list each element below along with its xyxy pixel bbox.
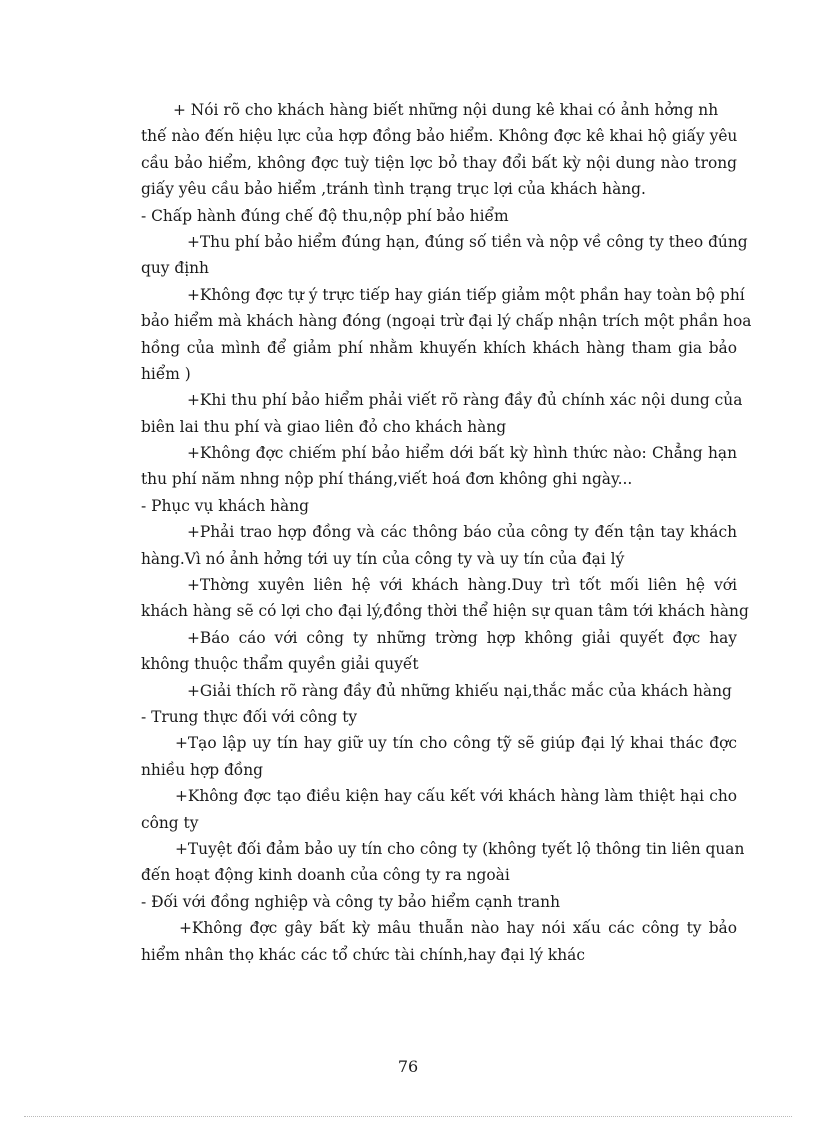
- text-line: +Giải thích rõ ràng đầy đủ những khiếu nại,thắc mắc của khách hàng: [187, 681, 732, 700]
- section-heading: - Phục vụ khách hàng: [141, 496, 309, 515]
- section-heading: - Trung thực đối với công ty: [141, 707, 358, 726]
- footer-divider: [24, 1116, 792, 1117]
- text-line: +Không đợc tạo điều kiện hay cấu kết với khách hàng làm thiệt hại cho: [175, 787, 737, 806]
- text-line: nhiều hợp đồng: [141, 760, 263, 779]
- text-line: công ty: [141, 813, 199, 832]
- text-line: quy định: [141, 259, 209, 278]
- text-line: hồng của mình để giảm phí nhằm khuyến khích khách hàng tham gia bảo: [141, 338, 737, 357]
- text-line: giấy yêu cầu bảo hiểm ,tránh tình trạng trục lợi của khách hàng.: [141, 180, 646, 199]
- text-line: cầu bảo hiểm, không đợc tuỳ tiện lợc bỏ thay đổi bất kỳ nội dung nào trong: [141, 153, 737, 172]
- text-line: hiểm ): [141, 364, 191, 383]
- section-heading: - Đối với đồng nghiệp và công ty bảo hiểm cạnh tranh: [141, 892, 561, 911]
- text-line: +Không đợc chiếm phí bảo hiểm dới bất kỳ hình thức nào: Chẳng hạn: [187, 444, 737, 463]
- text-line: +Tuyệt đối đảm bảo uy tín cho công ty (không tyết lộ thông tin liên quan: [175, 839, 745, 858]
- text-line: +Tạo lập uy tín hay giữ uy tín cho công tỹ sẽ giúp đại lý khai thác đợc: [175, 734, 737, 753]
- text-line: +Thu phí bảo hiểm đúng hạn, đúng số tiền và nộp về công ty theo đúng: [187, 232, 748, 251]
- text-line: thế nào đến hiệu lực của hợp đồng bảo hiểm. Không đợc kê khai hộ giấy yêu: [141, 127, 738, 146]
- text-line: biên lai thu phí và giao liên đỏ cho khách hàng: [141, 417, 507, 436]
- text-line: khách hàng sẽ có lợi cho đại lý,đồng thời thể hiện sự quan tâm tới khách hàng: [141, 602, 749, 621]
- document-body: [141, 97, 752, 968]
- page-number: 76: [397, 1057, 419, 1076]
- text-line: +Không đợc gây bất kỳ mâu thuẫn nào hay nói xấu các công ty bảo: [179, 919, 737, 938]
- text-line: thu phí năm nhng nộp phí tháng,viết hoá đơn không ghi ngày...: [141, 470, 633, 489]
- text-line: không thuộc thẩm quyền giải quyết: [141, 655, 419, 674]
- section-heading: - Chấp hành đúng chế độ thu,nộp phí bảo hiểm: [141, 206, 509, 225]
- text-line: đến hoạt động kinh doanh của công ty ra ngoài: [141, 866, 510, 885]
- text-line: +Báo cáo với công ty những trờng hợp không giải quyết đợc hay: [187, 628, 737, 647]
- text-line: bảo hiểm mà khách hàng đóng (ngoại trừ đại lý chấp nhận trích một phần hoa: [141, 312, 752, 331]
- text-line: +Khi thu phí bảo hiểm phải viết rõ ràng đầy đủ chính xác nội dung của: [187, 391, 743, 410]
- text-line: hiểm nhân thọ khác các tổ chức tài chính,hay đại lý khác: [141, 945, 585, 964]
- text-line: +Không đợc tự ý trực tiếp hay gián tiếp giảm một phần hay toàn bộ phí: [187, 285, 745, 304]
- text-line: +Phải trao hợp đồng và các thông báo của công ty đến tận tay khách: [187, 523, 737, 542]
- text-line: +Thờng xuyên liên hệ với khách hàng.Duy trì tốt mối liên hệ với: [187, 576, 737, 595]
- text-line: + Nói rõ cho khách hàng biết những nội dung kê khai có ảnh hởng nh: [173, 101, 719, 119]
- text-line: hàng.Vì nó ảnh hởng tới uy tín của công ty và uy tín của đại lý: [141, 549, 625, 568]
